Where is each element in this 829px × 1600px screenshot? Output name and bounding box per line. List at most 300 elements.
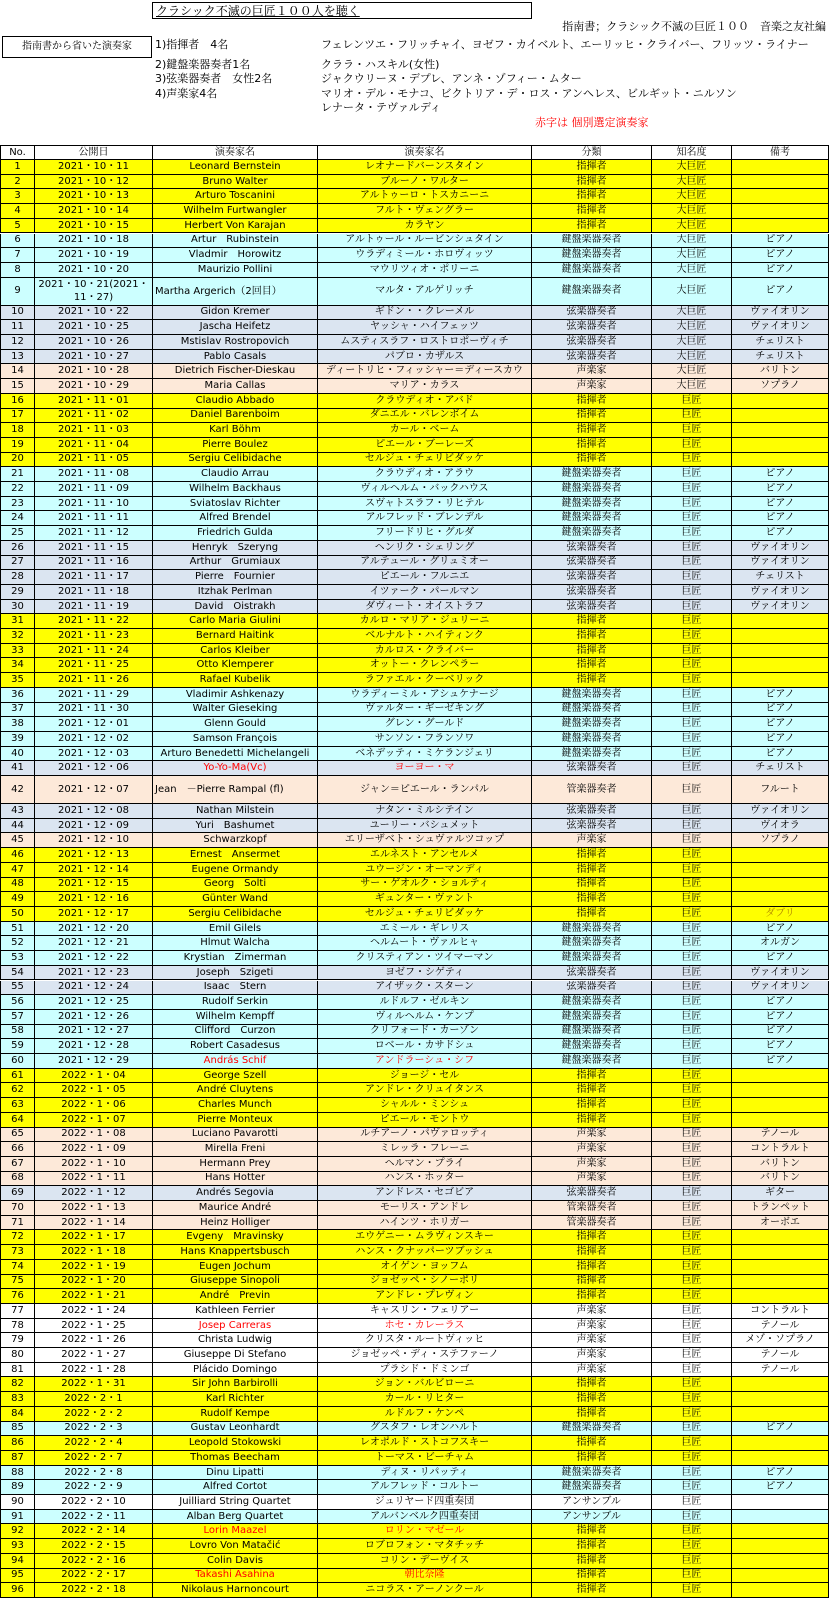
table-cell-col-date: 2021・10・15 (35, 219, 153, 234)
table-cell-col-category: 鍵盤楽器奏者 (532, 688, 652, 703)
table-cell-col-note: ダブリ (732, 907, 829, 922)
table-cell-col-fame: 巨匠 (652, 747, 732, 762)
table-cell-col-note (732, 1275, 829, 1290)
table-cell-col-category: 指揮者 (532, 189, 652, 204)
table-cell-col-note (732, 1083, 829, 1098)
table-cell-col-note: ピアノ (732, 1025, 829, 1040)
table-cell-col-name-ja: イツァーク・パールマン (318, 585, 532, 600)
table-cell-col-date: 2022・1・10 (35, 1157, 153, 1172)
table-cell-col-category: 弦楽器奏者 (532, 761, 652, 776)
table-cell-col-date: 2021・10・14 (35, 204, 153, 219)
table-cell-col-category: 指揮者 (532, 1436, 652, 1451)
table-cell-col-category: 弦楽器奏者 (532, 981, 652, 996)
table-cell-col-fame: 巨匠 (652, 1539, 732, 1554)
table-cell-col-category: 指揮者 (532, 394, 652, 409)
table-cell-col-fame: 巨匠 (652, 1524, 732, 1539)
table-cell-col-no: 25 (0, 526, 35, 541)
table-cell-col-fame: 巨匠 (652, 629, 732, 644)
table-cell-col-name-en: Arturo Toscanini (153, 189, 318, 204)
table-cell-col-fame: 大巨匠 (652, 160, 732, 175)
table-cell-col-name-ja: ディヌ・リパッティ (318, 1466, 532, 1481)
table-cell-col-fame: 大巨匠 (652, 248, 732, 263)
table-cell-col-name-en: Pierre Boulez (153, 438, 318, 453)
table-cell-col-fame: 巨匠 (652, 1304, 732, 1319)
table-cell-col-category: 鍵盤楽器奏者 (532, 278, 652, 306)
table-cell-col-name-en: David Oistrakh (153, 600, 318, 615)
table-cell-col-name-ja: モーリス・アンドレ (318, 1201, 532, 1216)
table-cell-col-category: 指揮者 (532, 1451, 652, 1466)
omitted-names: レナータ・テヴァルディ (321, 101, 442, 114)
table-cell-col-note (732, 160, 829, 175)
table-cell-col-fame: 巨匠 (652, 1569, 732, 1584)
table-cell-col-fame: 巨匠 (652, 541, 732, 556)
sheet-title (152, 2, 532, 19)
table-cell-col-category: 指揮者 (532, 1230, 652, 1245)
table-cell-col-fame: 巨匠 (652, 863, 732, 878)
table-cell-col-name-en: Heinz Holliger (153, 1216, 318, 1231)
table-cell-col-fame: 巨匠 (652, 1186, 732, 1201)
table-cell-col-note: ピアノ (732, 717, 829, 732)
table-cell-col-note: ヴァイオリン (732, 966, 829, 981)
table-cell-col-name-ja: ウラディミール・ホロヴィッツ (318, 248, 532, 263)
table-cell-col-date: 2022・1・26 (35, 1333, 153, 1348)
table-cell-col-fame: 巨匠 (652, 1289, 732, 1304)
table-cell-col-date: 2022・2・8 (35, 1466, 153, 1481)
table-cell-col-note: ピアノ (732, 482, 829, 497)
table-cell-col-note: ピアノ (732, 732, 829, 747)
omitted-category: 3)弦楽器奏者 女性2名 (155, 72, 273, 85)
table-cell-col-fame: 巨匠 (652, 966, 732, 981)
table-cell-col-note (732, 1098, 829, 1113)
table-cell-col-note: ソプラノ (732, 379, 829, 394)
table-cell-col-name-en: Christa Ludwig (153, 1333, 318, 1348)
table-cell-col-date: 2022・1・11 (35, 1172, 153, 1187)
table-cell-col-note (732, 1289, 829, 1304)
table-cell-col-note: ピアノ (732, 1422, 829, 1437)
table-cell-col-note: ヴァイオリン (732, 541, 829, 556)
table-cell-col-name-ja: セルジュ・チェリビダッケ (318, 453, 532, 468)
table-cell-col-name-en: Emil Gilels (153, 922, 318, 937)
table-cell-col-note (732, 863, 829, 878)
table-cell-col-date: 2021・11・16 (35, 556, 153, 571)
table-cell-col-fame: 巨匠 (652, 438, 732, 453)
table-cell-col-category: 鍵盤楽器奏者 (532, 497, 652, 512)
table-cell-col-fame: 巨匠 (652, 1319, 732, 1334)
table-cell-col-category: 指揮者 (532, 644, 652, 659)
table-cell-col-category: 鍵盤楽器奏者 (532, 732, 652, 747)
table-cell-col-date: 2022・1・20 (35, 1275, 153, 1290)
table-cell-col-category: 管楽器奏者 (532, 776, 652, 804)
table-cell-col-name-en: Hermann Prey (153, 1157, 318, 1172)
table-cell-col-name-ja: ヤッシャ・ハイフェッツ (318, 320, 532, 335)
table-cell-col-no: 8 (0, 263, 35, 278)
table-cell-col-no: 38 (0, 717, 35, 732)
table-cell-col-name-en: Hlmut Walcha (153, 936, 318, 951)
table-cell-col-no: 54 (0, 966, 35, 981)
table-cell-col-note: テノール (732, 1348, 829, 1363)
table-cell-col-category: 鍵盤楽器奏者 (532, 467, 652, 482)
header-col-fame: 知名度 (652, 146, 732, 160)
table-cell-col-category: 弦楽器奏者 (532, 1186, 652, 1201)
table-cell-col-fame: 巨匠 (652, 1275, 732, 1290)
table-cell-col-no: 30 (0, 600, 35, 615)
table-cell-col-category: 指揮者 (532, 1539, 652, 1554)
table-cell-col-no: 24 (0, 511, 35, 526)
table-cell-col-name-ja: アルテュール・グリュミオー (318, 556, 532, 571)
table-cell-col-no: 74 (0, 1260, 35, 1275)
table-cell-col-no: 86 (0, 1436, 35, 1451)
table-cell-col-date: 2021・11・22 (35, 614, 153, 629)
table-cell-col-name-ja: ルチアーノ・パヴァロッティ (318, 1128, 532, 1143)
table-cell-col-no: 46 (0, 848, 35, 863)
table-cell-col-note (732, 1524, 829, 1539)
table-cell-col-no: 41 (0, 761, 35, 776)
table-cell-col-name-ja: ジョージ・セル (318, 1069, 532, 1084)
table-cell-col-no: 34 (0, 658, 35, 673)
table-cell-col-note (732, 614, 829, 629)
table-cell-col-name-ja: ベネデッティ・ミケランジェリ (318, 747, 532, 762)
table-cell-col-category: 指揮者 (532, 1098, 652, 1113)
table-cell-col-fame: 大巨匠 (652, 234, 732, 249)
table-cell-col-note: テノール (732, 1128, 829, 1143)
table-cell-col-name-ja: ニコラス・アーノンクール (318, 1583, 532, 1598)
table-cell-col-date: 2021・12・07 (35, 776, 153, 804)
table-cell-col-name-ja: サー・ゲオルク・ショルティ (318, 878, 532, 893)
table-cell-col-category: 指揮者 (532, 673, 652, 688)
table-cell-col-fame: 巨匠 (652, 1333, 732, 1348)
table-cell-col-note: ヴァイオリン (732, 804, 829, 819)
table-cell-col-fame: 巨匠 (652, 1216, 732, 1231)
table-cell-col-no: 32 (0, 629, 35, 644)
table-cell-col-name-en: Isaac Stern (153, 981, 318, 996)
table-cell-col-category: 声楽家 (532, 1142, 652, 1157)
table-cell-col-fame: 巨匠 (652, 1142, 732, 1157)
table-cell-col-category: 指揮者 (532, 160, 652, 175)
table-cell-col-name-ja: ギュンター・ヴァント (318, 892, 532, 907)
table-cell-col-note: ヴァイオリン (732, 306, 829, 321)
table-cell-col-category: 指揮者 (532, 1083, 652, 1098)
table-cell-col-date: 2021・10・25 (35, 320, 153, 335)
table-cell-col-category: 指揮者 (532, 863, 652, 878)
table-cell-col-date: 2022・1・04 (35, 1069, 153, 1084)
table-cell-col-date: 2022・1・14 (35, 1216, 153, 1231)
table-cell-col-category: 弦楽器奏者 (532, 350, 652, 365)
table-cell-col-name-en: Lovro Von Matačić (153, 1539, 318, 1554)
table-cell-col-fame: 巨匠 (652, 717, 732, 732)
table-cell-col-name-en: Arturo Benedetti Michelangeli (153, 747, 318, 762)
table-cell-col-name-ja: クラウディオ・アラウ (318, 467, 532, 482)
table-cell-col-fame: 大巨匠 (652, 263, 732, 278)
table-cell-col-name-ja: ヴィルヘルム・ケンプ (318, 1010, 532, 1025)
table-cell-col-name-ja: ヨーヨー・マ (318, 761, 532, 776)
table-cell-col-no: 45 (0, 833, 35, 848)
table-cell-col-note (732, 438, 829, 453)
table-cell-col-note: ピアノ (732, 1054, 829, 1069)
table-cell-col-date: 2021・12・23 (35, 966, 153, 981)
table-cell-col-fame: 巨匠 (652, 833, 732, 848)
table-cell-col-date: 2021・12・08 (35, 804, 153, 819)
table-cell-col-name-ja: クリフォード・カーゾン (318, 1025, 532, 1040)
table-cell-col-name-en: Karl Richter (153, 1392, 318, 1407)
table-cell-col-category: 鍵盤楽器奏者 (532, 951, 652, 966)
table-cell-col-category: 指揮者 (532, 629, 652, 644)
table-cell-col-category: 声楽家 (532, 1363, 652, 1378)
table-cell-col-no: 26 (0, 541, 35, 556)
table-cell-col-note (732, 1436, 829, 1451)
table-cell-col-name-en: Carlos Kleiber (153, 644, 318, 659)
table-cell-col-category: 鍵盤楽器奏者 (532, 1466, 652, 1481)
table-cell-col-date: 2021・12・16 (35, 892, 153, 907)
table-cell-col-date: 2022・1・17 (35, 1230, 153, 1245)
table-cell-col-category: 指揮者 (532, 1554, 652, 1569)
table-cell-col-note (732, 1554, 829, 1569)
table-cell-col-name-en: Ernest Ansermet (153, 848, 318, 863)
table-cell-col-no: 5 (0, 219, 35, 234)
table-cell-col-note: ピアノ (732, 248, 829, 263)
table-cell-col-name-en: Artur Rubinstein (153, 234, 318, 249)
table-cell-col-date: 2021・12・09 (35, 819, 153, 834)
table-cell-col-no: 9 (0, 278, 35, 306)
table-cell-col-no: 85 (0, 1422, 35, 1437)
table-cell-col-category: 鍵盤楽器奏者 (532, 936, 652, 951)
table-cell-col-name-en: Andrés Segovia (153, 1186, 318, 1201)
omitted-category (152, 101, 317, 115)
table-cell-col-name-ja: アルバンベルク四重奏団 (318, 1510, 532, 1525)
table-cell-col-no: 95 (0, 1569, 35, 1584)
table-cell-col-date: 2022・2・9 (35, 1480, 153, 1495)
omitted-category: 2)鍵盤楽器奏者1名 (155, 58, 251, 71)
table-cell-col-note: ピアノ (732, 511, 829, 526)
table-cell-col-name-en: Vladimir Ashkenazy (153, 688, 318, 703)
table-cell-col-name-ja: ハンス・ホッター (318, 1172, 532, 1187)
table-cell-col-category: 管楽器奏者 (532, 1216, 652, 1231)
table-cell-col-category: 声楽家 (532, 1157, 652, 1172)
table-cell-col-category: 鍵盤楽器奏者 (532, 234, 652, 249)
table-cell-col-name-en: Pierre Monteux (153, 1113, 318, 1128)
table-cell-col-name-en: Arthur Grumiaux (153, 556, 318, 571)
table-cell-col-no: 67 (0, 1157, 35, 1172)
table-cell-col-name-ja: ハインツ・ホリガー (318, 1216, 532, 1231)
table-cell-col-no: 70 (0, 1201, 35, 1216)
table-cell-col-name-ja: クリスティアン・ツイマーマン (318, 951, 532, 966)
table-cell-col-date: 2022・2・16 (35, 1554, 153, 1569)
table-cell-col-name-ja: ロリン・マゼール (318, 1524, 532, 1539)
table-cell-col-name-en: Dietrich Fischer-Dieskau (153, 364, 318, 379)
table-cell-col-no: 21 (0, 467, 35, 482)
table-cell-col-name-en: André Previn (153, 1289, 318, 1304)
table-cell-col-name-ja: アイザック・スターン (318, 981, 532, 996)
table-cell-col-no: 65 (0, 1128, 35, 1143)
table-cell-col-name-ja: ユウージン・オーマンディ (318, 863, 532, 878)
table-cell-col-category: 声楽家 (532, 1128, 652, 1143)
table-cell-col-name-en: Clifford Curzon (153, 1025, 318, 1040)
table-cell-col-fame: 大巨匠 (652, 219, 732, 234)
table-cell-col-category: 声楽家 (532, 364, 652, 379)
table-cell-col-fame: 巨匠 (652, 1422, 732, 1437)
table-cell-col-category: 弦楽器奏者 (532, 320, 652, 335)
table-cell-col-note (732, 175, 829, 190)
header-col-date: 公開日 (35, 146, 153, 160)
sheet-title-text: クラシック不滅の巨匠１００人を聴く (156, 3, 360, 18)
table-cell-col-note: オーボエ (732, 1216, 829, 1231)
table-cell-col-note: ピアノ (732, 688, 829, 703)
table-cell-col-date: 2021・10・22 (35, 306, 153, 321)
table-cell-col-date: 2021・11・03 (35, 423, 153, 438)
table-cell-col-name-ja: ジャン＝ピエール・ランパル (318, 776, 532, 804)
table-cell-col-category: 指揮者 (532, 438, 652, 453)
table-cell-col-note (732, 658, 829, 673)
table-cell-col-name-en: Evgeny Mravinsky (153, 1230, 318, 1245)
table-cell-col-name-ja: ムスティスラフ・ロストロポーヴィチ (318, 335, 532, 350)
table-cell-col-name-en: Alban Berg Quartet (153, 1510, 318, 1525)
table-cell-col-note: ピアノ (732, 467, 829, 482)
table-cell-col-fame: 巨匠 (652, 981, 732, 996)
table-cell-col-note: オルガン (732, 936, 829, 951)
guide-book: 指南書；クラシック不滅の巨匠１００ 音楽之友社編 (562, 20, 826, 33)
table-cell-col-name-en: Claudio Arrau (153, 467, 318, 482)
table-cell-col-date: 2021・11・15 (35, 541, 153, 556)
table-cell-col-note (732, 673, 829, 688)
table-cell-col-name-ja: カール・ベーム (318, 423, 532, 438)
table-cell-col-date: 2021・11・05 (35, 453, 153, 468)
table-cell-col-date: 2021・11・30 (35, 703, 153, 718)
table-cell-col-fame: 巨匠 (652, 1583, 732, 1598)
table-cell-col-fame: 巨匠 (652, 1201, 732, 1216)
table-cell-col-no: 19 (0, 438, 35, 453)
table-cell-col-name-ja: ピエール・ブーレーズ (318, 438, 532, 453)
omitted-names: クララ・ハスキル(女性) (321, 58, 440, 71)
table-cell-col-date: 2022・1・27 (35, 1348, 153, 1363)
table-cell-col-no: 3 (0, 189, 35, 204)
table-cell-col-note (732, 1539, 829, 1554)
table-cell-col-category: 鍵盤楽器奏者 (532, 747, 652, 762)
table-cell-col-no: 91 (0, 1510, 35, 1525)
table-cell-col-name-ja: ジョゼッペ・シノーポリ (318, 1275, 532, 1290)
table-cell-col-no: 35 (0, 673, 35, 688)
table-cell-col-category: 弦楽器奏者 (532, 585, 652, 600)
table-cell-col-date: 2021・12・10 (35, 833, 153, 848)
table-cell-col-note (732, 878, 829, 893)
table-cell-col-no: 42 (0, 776, 35, 804)
table-cell-col-category: 弦楽器奏者 (532, 541, 652, 556)
table-cell-col-date: 2022・1・25 (35, 1319, 153, 1334)
table-cell-col-note: バリトン (732, 364, 829, 379)
table-cell-col-date: 2021・12・28 (35, 1039, 153, 1054)
table-cell-col-no: 66 (0, 1142, 35, 1157)
table-cell-col-category: 指揮者 (532, 892, 652, 907)
table-cell-col-name-en: Rafael Kubelik (153, 673, 318, 688)
table-cell-col-date: 2021・10・18 (35, 234, 153, 249)
table-cell-col-note: フルート (732, 776, 829, 804)
table-cell-col-name-en: Mirella Freni (153, 1142, 318, 1157)
table-cell-col-fame: 巨匠 (652, 1230, 732, 1245)
table-cell-col-fame: 巨匠 (652, 600, 732, 615)
table-cell-col-fame: 大巨匠 (652, 175, 732, 190)
table-cell-col-fame: 巨匠 (652, 673, 732, 688)
table-cell-col-date: 2021・10・21(2021・11・27) (35, 278, 153, 306)
table-cell-col-name-en: Nathan Milstein (153, 804, 318, 819)
table-cell-col-note: ピアノ (732, 526, 829, 541)
table-cell-col-fame: 巨匠 (652, 614, 732, 629)
table-cell-col-fame: 巨匠 (652, 467, 732, 482)
table-cell-col-category: 指揮者 (532, 409, 652, 424)
table-cell-col-name-en: Kathleen Ferrier (153, 1304, 318, 1319)
table-cell-col-note (732, 409, 829, 424)
table-cell-col-fame: 大巨匠 (652, 364, 732, 379)
table-cell-col-name-en: Martha Argerich（2回目） (153, 278, 318, 306)
table-cell-col-date: 2021・10・11 (35, 160, 153, 175)
table-cell-col-no: 44 (0, 819, 35, 834)
table-cell-col-name-en: Krystian Zimerman (153, 951, 318, 966)
table-cell-col-no: 39 (0, 732, 35, 747)
table-cell-col-fame: 巨匠 (652, 453, 732, 468)
table-cell-col-note: ピアノ (732, 278, 829, 306)
table-cell-col-date: 2021・12・24 (35, 981, 153, 996)
table-cell-col-name-ja: スヴャトスラフ・リヒテル (318, 497, 532, 512)
table-cell-col-no: 52 (0, 936, 35, 951)
table-cell-col-no: 73 (0, 1245, 35, 1260)
table-cell-col-note (732, 189, 829, 204)
table-cell-col-name-ja: ヘルムート・ヴァルヒャ (318, 936, 532, 951)
table-cell-col-fame: 巨匠 (652, 936, 732, 951)
table-cell-col-name-en: Hans Knappertsbusch (153, 1245, 318, 1260)
table-cell-col-name-ja: ジュリヤード四重奏団 (318, 1495, 532, 1510)
table-cell-col-date: 2022・2・3 (35, 1422, 153, 1437)
table-cell-col-category: 弦楽器奏者 (532, 804, 652, 819)
table-cell-col-date: 2022・1・19 (35, 1260, 153, 1275)
table-cell-col-category: 指揮者 (532, 204, 652, 219)
table-cell-col-date: 2022・1・21 (35, 1289, 153, 1304)
table-cell-col-fame: 巨匠 (652, 1260, 732, 1275)
table-cell-col-fame: 巨匠 (652, 892, 732, 907)
table-cell-col-no: 1 (0, 160, 35, 175)
table-cell-col-note: メゾ・ソプラノ (732, 1333, 829, 1348)
table-cell-col-name-en: Joseph Szigeti (153, 966, 318, 981)
table-cell-col-name-en: Charles Munch (153, 1098, 318, 1113)
table-cell-col-date: 2022・2・18 (35, 1583, 153, 1598)
table-cell-col-date: 2022・1・12 (35, 1186, 153, 1201)
table-cell-col-category: 指揮者 (532, 1392, 652, 1407)
table-cell-col-note: ピアノ (732, 497, 829, 512)
table-cell-col-name-en: Robert Casadesus (153, 1039, 318, 1054)
table-cell-col-date: 2021・11・23 (35, 629, 153, 644)
table-cell-col-no: 18 (0, 423, 35, 438)
table-cell-col-fame: 巨匠 (652, 1407, 732, 1422)
table-cell-col-note: バリトン (732, 1157, 829, 1172)
table-cell-col-date: 2021・12・20 (35, 922, 153, 937)
table-cell-col-category: 指揮者 (532, 1275, 652, 1290)
table-cell-col-fame: 巨匠 (652, 819, 732, 834)
table-cell-col-name-ja: キャスリン・フェリアー (318, 1304, 532, 1319)
table-cell-col-fame: 大巨匠 (652, 189, 732, 204)
table-cell-col-date: 2021・11・25 (35, 658, 153, 673)
table-cell-col-name-ja: フルト・ヴェングラー (318, 204, 532, 219)
table-cell-col-note (732, 219, 829, 234)
header-col-name-en: 演奏家名 (153, 146, 318, 160)
table-cell-col-category: 鍵盤楽器奏者 (532, 995, 652, 1010)
table-cell-col-no: 84 (0, 1407, 35, 1422)
table-cell-col-name-ja: サンソン・フランソワ (318, 732, 532, 747)
table-cell-col-fame: 巨匠 (652, 658, 732, 673)
table-cell-col-no: 28 (0, 570, 35, 585)
table-cell-col-fame: 巨匠 (652, 761, 732, 776)
table-cell-col-no: 81 (0, 1363, 35, 1378)
table-cell-col-no: 36 (0, 688, 35, 703)
table-cell-col-name-ja: ベルナルト・ハイティンク (318, 629, 532, 644)
table-cell-col-no: 63 (0, 1098, 35, 1113)
table-cell-col-name-en: Günter Wand (153, 892, 318, 907)
table-cell-col-date: 2021・12・13 (35, 848, 153, 863)
